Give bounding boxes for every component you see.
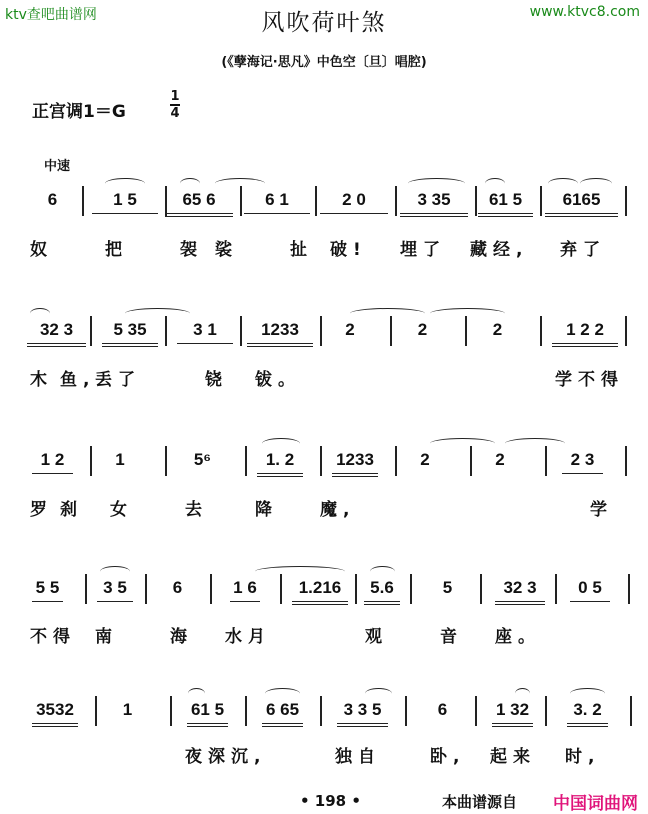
measure: [490, 450, 510, 470]
measure: [362, 578, 402, 598]
lyric-text: 埋了: [400, 240, 446, 260]
measure: [165, 578, 190, 598]
bar-line: [165, 446, 167, 476]
beam-underline: [478, 216, 533, 217]
lyric-text: 观: [365, 627, 388, 647]
measure: [228, 578, 262, 598]
measure: [476, 190, 535, 210]
bar-line: [240, 316, 242, 346]
bar-line: [95, 696, 97, 726]
measure: [245, 320, 315, 340]
beam-underline: [570, 601, 610, 602]
note-group: 1. 2: [265, 450, 295, 469]
beam-underline: [102, 343, 158, 344]
beam-underline: [102, 346, 158, 347]
lyric-text: 刹: [60, 500, 83, 520]
note-group: 3 35: [417, 190, 451, 209]
beam-underline: [257, 476, 303, 477]
bar-line: [320, 446, 322, 476]
lyric-text: 卧,: [430, 747, 466, 767]
song-title: 风吹荷叶煞: [261, 10, 387, 36]
beam-underline: [257, 473, 303, 474]
slur-mark: [430, 308, 505, 319]
slur-mark: [408, 178, 465, 189]
lyric-text: 学不得: [555, 370, 624, 390]
note-group: 32 3: [39, 320, 74, 339]
measure: [185, 700, 230, 720]
note-group: 1: [115, 450, 125, 469]
bar-line: [630, 696, 632, 726]
bar-line: [545, 696, 547, 726]
measure: [185, 450, 220, 470]
lyric-text: 南: [95, 627, 118, 647]
note-group: 1233: [261, 320, 299, 339]
note-group: 0 5: [578, 578, 602, 597]
lyric-text: 夜深沉,: [185, 747, 267, 767]
measure: [335, 700, 390, 720]
lyric-text: 水月: [225, 627, 271, 647]
beam-underline: [552, 346, 618, 347]
measure: [115, 700, 140, 720]
measure: [565, 700, 610, 720]
beam-underline: [97, 601, 133, 602]
measure: [475, 320, 520, 340]
note-group: 2: [345, 320, 355, 339]
measure: [255, 450, 305, 470]
bar-line: [165, 316, 167, 346]
bar-line: [320, 696, 322, 726]
measure: [260, 700, 305, 720]
measure: [550, 320, 620, 340]
note-group: 5.6: [370, 578, 394, 597]
beam-underline: [27, 343, 86, 344]
slur-mark: [580, 178, 612, 189]
slur-mark: [515, 688, 530, 699]
lyric-text: 魔,: [320, 500, 356, 520]
lyric-text: 起来: [490, 747, 536, 767]
bar-line: [85, 574, 87, 604]
beam-underline: [337, 723, 388, 724]
beam-underline: [552, 343, 618, 344]
lyric-text: 独自: [335, 747, 381, 767]
measure: [30, 578, 65, 598]
note-group: 1 2 2: [566, 320, 604, 339]
note-group: 2 0: [342, 190, 366, 209]
slur-mark: [570, 688, 605, 699]
note-group: 3 5: [103, 578, 127, 597]
beam-underline: [187, 726, 228, 727]
beam-underline: [545, 216, 618, 217]
note-group: 3. 2: [573, 700, 602, 719]
measure: [543, 190, 620, 210]
key-signature: 正宫调1＝G: [32, 102, 126, 122]
measure: [30, 700, 80, 720]
bar-line: [355, 574, 357, 604]
beam-underline: [332, 473, 378, 474]
bar-line: [320, 316, 322, 346]
slur-mark: [370, 566, 395, 577]
bar-line: [405, 696, 407, 726]
measure: [318, 190, 390, 210]
watermark-url: www.ktvc8.com: [529, 4, 640, 20]
time-signature-bottom: 4: [170, 105, 180, 121]
bar-line: [145, 574, 147, 604]
note-group: 65 6: [182, 190, 216, 209]
measure: [25, 320, 88, 340]
bar-line: [82, 186, 84, 216]
beam-underline: [567, 726, 608, 727]
slur-mark: [188, 688, 205, 699]
measure: [30, 450, 75, 470]
beam-underline: [495, 604, 545, 605]
measure: [560, 450, 605, 470]
slur-mark: [265, 688, 300, 699]
bar-line: [395, 186, 397, 216]
note-group: 5: [442, 578, 453, 597]
measure: [490, 700, 535, 720]
slur-mark: [180, 178, 200, 189]
measure: [163, 190, 235, 210]
page-number: • 198 •: [300, 792, 361, 810]
measure: [493, 578, 547, 598]
beam-underline: [492, 726, 533, 727]
note-group: 32 3: [503, 578, 537, 597]
lyric-text: 弃了: [560, 240, 606, 260]
note-group: 6165: [562, 190, 601, 209]
bar-line: [315, 186, 317, 216]
beam-underline: [364, 601, 400, 602]
lyric-text: 破!: [330, 240, 367, 260]
lyric-text: 女: [110, 500, 133, 520]
bar-line: [625, 446, 627, 476]
bar-line: [555, 574, 557, 604]
lyric-text: 木: [30, 370, 53, 390]
beam-underline: [32, 473, 73, 474]
beam-underline: [400, 216, 468, 217]
bar-line: [410, 574, 412, 604]
measure: [290, 578, 350, 598]
lyric-text: 海: [170, 627, 193, 647]
note-group: 1.216: [298, 578, 342, 597]
lyric-text: 铙: [205, 370, 228, 390]
note-group: 3 3 5: [343, 700, 382, 719]
note-group: 1 6: [233, 578, 257, 597]
measure: [242, 190, 312, 210]
lyric-text: 钹。: [255, 370, 301, 390]
beam-underline: [165, 213, 233, 214]
time-signature: [170, 90, 180, 120]
note-group: 61 5: [190, 700, 225, 719]
beam-underline: [364, 604, 400, 605]
lyric-text: 扯: [290, 240, 313, 260]
slur-mark: [100, 566, 130, 577]
note-group: 5⁶: [193, 450, 212, 469]
bar-line: [625, 316, 627, 346]
note-group: 2: [495, 450, 505, 469]
bar-line: [245, 696, 247, 726]
beam-underline: [492, 723, 533, 724]
lyric-text: 丢了: [95, 370, 141, 390]
note-group: 2: [417, 320, 428, 339]
note-group: 1 5: [113, 190, 137, 209]
beam-underline: [262, 726, 303, 727]
beam-underline: [545, 213, 618, 214]
note-group: 61 5: [488, 190, 523, 209]
bar-line: [170, 696, 172, 726]
beam-underline: [247, 343, 313, 344]
bar-line: [245, 446, 247, 476]
beam-underline: [292, 604, 348, 605]
measure: [105, 450, 135, 470]
measure: [415, 450, 435, 470]
beam-underline: [32, 726, 78, 727]
beam-underline: [27, 346, 86, 347]
bar-line: [480, 574, 482, 604]
lyric-text: 奴: [30, 240, 53, 260]
tempo-marking: 中速: [44, 159, 71, 174]
measure: [95, 578, 135, 598]
beam-underline: [92, 213, 158, 214]
note-group: 1 32: [495, 700, 530, 719]
beam-underline: [320, 213, 388, 214]
bar-line: [465, 316, 467, 346]
beam-underline: [244, 213, 310, 214]
beam-underline: [400, 213, 468, 214]
beam-underline: [567, 723, 608, 724]
beam-underline: [165, 216, 233, 217]
lyric-text: 座。: [495, 627, 541, 647]
bar-line: [625, 186, 627, 216]
slur-mark: [105, 178, 145, 189]
time-signature-top: 1: [170, 89, 180, 104]
beam-underline: [177, 343, 233, 344]
measure: [330, 450, 380, 470]
bar-line: [470, 446, 472, 476]
slur-mark: [548, 178, 578, 189]
measure: [435, 578, 460, 598]
bar-line: [540, 316, 542, 346]
beam-underline: [247, 346, 313, 347]
bar-line: [628, 574, 630, 604]
beam-underline: [230, 601, 260, 602]
note-group: 3532: [36, 700, 74, 719]
note-group: 6: [47, 190, 58, 209]
slur-mark: [430, 438, 495, 449]
lyric-text: 降: [255, 500, 278, 520]
note-group: 6: [172, 578, 183, 597]
bar-line: [210, 574, 212, 604]
beam-underline: [332, 476, 378, 477]
lyric-text: 学: [590, 500, 613, 520]
note-group: 2: [420, 450, 430, 469]
lyric-text: 把: [105, 240, 128, 260]
note-group: 2 3: [570, 450, 595, 469]
bar-line: [90, 316, 92, 346]
measure: [175, 320, 235, 340]
measure: [568, 578, 612, 598]
lyric-text: 不得: [30, 627, 76, 647]
beam-underline: [32, 601, 63, 602]
measure: [430, 700, 455, 720]
song-subtitle: (《孽海记·思凡》中色空〔旦〕唱腔): [221, 55, 427, 70]
watermark-site-name: ktv查吧曲谱网: [5, 7, 97, 23]
beam-underline: [495, 601, 545, 602]
beam-underline: [262, 723, 303, 724]
lyric-text: 去: [185, 500, 208, 520]
measure: [398, 190, 470, 210]
slur-mark: [350, 308, 425, 319]
slur-mark: [485, 178, 505, 189]
source-brand: 中国词曲网: [553, 794, 638, 814]
slur-mark: [262, 438, 300, 449]
beam-underline: [292, 601, 348, 602]
beam-underline: [562, 473, 603, 474]
lyric-text: 鱼,: [60, 370, 96, 390]
beam-underline: [478, 213, 533, 214]
note-group: 5 5: [35, 578, 60, 597]
note-group: 3 1: [193, 320, 217, 339]
lyric-text: 裟: [215, 240, 238, 260]
bar-line: [395, 446, 397, 476]
bar-line: [540, 186, 542, 216]
slur-mark: [365, 688, 392, 699]
measure: [25, 190, 80, 210]
bar-line: [90, 446, 92, 476]
source-label: 本曲谱源自: [442, 793, 518, 811]
lyric-text: 罗: [30, 500, 53, 520]
note-group: 1 2: [40, 450, 65, 469]
note-group: 6 65: [265, 700, 300, 719]
lyric-text: 音: [440, 627, 463, 647]
lyric-text: 袈: [180, 240, 203, 260]
lyric-text: 藏经,: [470, 240, 529, 260]
measure: [330, 320, 370, 340]
note-group: 6: [437, 700, 448, 719]
note-group: 5 35: [113, 320, 147, 339]
lyric-text: 时,: [565, 747, 601, 767]
note-group: 1233: [336, 450, 374, 469]
beam-underline: [32, 723, 78, 724]
bar-line: [475, 696, 477, 726]
beam-underline: [187, 723, 228, 724]
slur-mark: [505, 438, 565, 449]
slur-mark: [215, 178, 265, 189]
bar-line: [390, 316, 392, 346]
slur-mark: [255, 566, 345, 577]
measure: [90, 190, 160, 210]
slur-mark: [125, 308, 190, 319]
beam-underline: [337, 726, 388, 727]
measure: [400, 320, 445, 340]
note-group: 1: [122, 700, 133, 719]
note-group: 6 1: [265, 190, 289, 209]
measure: [100, 320, 160, 340]
bar-line: [280, 574, 282, 604]
note-group: 2: [492, 320, 503, 339]
slur-mark: [30, 308, 50, 319]
bar-line: [545, 446, 547, 476]
